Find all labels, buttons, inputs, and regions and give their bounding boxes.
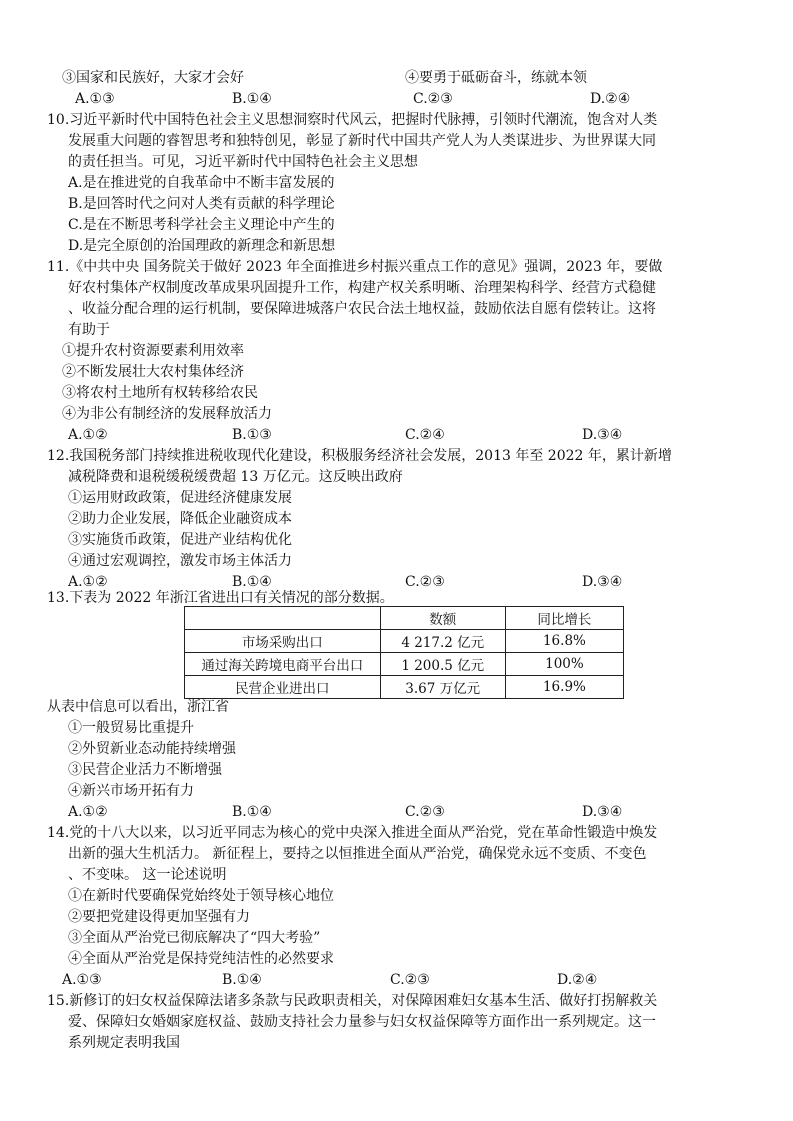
q12-answer-a: A.①② — [68, 574, 108, 590]
q10-choice-d: D.是完全原创的治国理政的新理念和新思想 — [68, 238, 336, 254]
q12-stem-line-1: 12.我国税务部门持续推进税收现代化建设，积极服务经济社会发展，2013 年至 2022 年，累计新增 — [47, 448, 672, 464]
q9-answer-c: C.②③ — [413, 91, 453, 107]
q11-item-2: ②不断发展壮大农村集体经济 — [62, 364, 244, 380]
table-cell: 市场采购出口 — [185, 630, 381, 653]
q11-item-3: ③将农村土地所有权转移给农民 — [62, 385, 258, 401]
q13-stem: 从表中信息可以看出，浙江省 — [47, 699, 229, 715]
q10-stem-line-1: 10.习近平新时代中国特色社会主义思想洞察时代风云，把握时代脉搏，引领时代潮流，饱含对人类 — [47, 112, 658, 128]
q13-item-3: ③民营企业活力不断增强 — [68, 762, 222, 778]
q12-item-3: ③实施货币政策，促进产业结构优化 — [68, 532, 292, 548]
q11-answer-a: A.①② — [68, 427, 108, 443]
q13-answer-a: A.①② — [68, 804, 108, 820]
q11-item-4: ④为非公有制经济的发展释放活力 — [62, 406, 272, 422]
q11-answer-c: C.②④ — [405, 427, 445, 443]
table-cell: 通过海关跨境电商平台出口 — [185, 653, 381, 676]
q14-answer-d: D.②④ — [557, 972, 598, 988]
q10-stem-line-2: 发展重大问题的睿智思考和独特创见，彰显了新时代中国共产党人为人类谋进步、为世界谋大同 — [68, 133, 656, 149]
table-header-cell — [185, 607, 381, 630]
table-header-cell: 同比增长 — [505, 607, 623, 630]
table-cell: 民营企业进出口 — [185, 676, 381, 699]
q12-answer-d: D.③④ — [582, 574, 623, 590]
q13-intro: 13.下表为 2022 年浙江省进出口有关情况的部分数据。 — [47, 590, 394, 606]
q15-stem-line-1: 15.新修订的妇女权益保障法诸多条款与民政职责相关，对保障困难妇女基本生活、做好打拐解救关 — [47, 993, 658, 1009]
q11-stem-line-2: 好农村集体产权制度改革成果巩固提升工作，构建产权关系明晰、治理架构科学、经营方式稳健 — [68, 280, 656, 296]
table-cell: 1 200.5 亿元 — [380, 653, 505, 676]
table-row — [185, 653, 624, 676]
q13-item-2: ②外贸新业态动能持续增强 — [68, 741, 236, 757]
q12-answer-b: B.①④ — [232, 574, 272, 590]
table-cell: 100% — [505, 653, 623, 676]
q11-answer-d: D.③④ — [582, 427, 623, 443]
q12-item-1: ①运用财政政策，促进经济健康发展 — [68, 490, 292, 506]
q12-item-2: ②助力企业发展，降低企业融资成本 — [68, 511, 292, 527]
q14-item-3: ③全面从严治党已彻底解决了“四大考验” — [68, 930, 321, 946]
table-header-row — [185, 607, 624, 630]
q11-answer-b: B.①③ — [232, 427, 272, 443]
q13-item-4: ④新兴市场开拓有力 — [68, 783, 194, 799]
q14-item-1: ①在新时代要确保党始终处于领导核心地位 — [68, 888, 334, 904]
q13-answer-d: D.③④ — [582, 804, 623, 820]
q13-data-table — [184, 606, 624, 699]
q9-answer-d: D.②④ — [590, 91, 631, 107]
q9-answer-a: A.①③ — [75, 91, 115, 107]
table-cell: 3.67 万亿元 — [380, 676, 505, 699]
q14-stem-line-1: 14.党的十八大以来，以习近平同志为核心的党中央深入推进全面从严治党，党在革命性锻造中焕发 — [47, 825, 658, 841]
q12-stem-line-2: 减税降费和退税缓税缓费超 13 万亿元。这反映出政府 — [68, 469, 403, 485]
q13-answer-b: B.①④ — [232, 804, 272, 820]
q11-stem-line-3: 、收益分配合理的运行机制，要保障进城落户农民合法土地权益，鼓励依法自愿有偿转让。这将 — [68, 301, 656, 317]
q15-stem-line-3: 系列规定表明我国 — [68, 1035, 180, 1051]
q11-stem-line-1: 11.《中共中央 国务院关于做好 2023 年全面推进乡村振兴重点工作的意见》强调，2023 年，要做 — [47, 259, 663, 275]
table-row — [185, 676, 624, 699]
q12-answer-c: C.②③ — [405, 574, 445, 590]
table-header-cell: 数额 — [380, 607, 505, 630]
table-row — [185, 630, 624, 653]
q13-answer-c: C.②③ — [405, 804, 445, 820]
q14-stem-line-3: 、不变味。 这一论述说明 — [68, 867, 227, 883]
table-cell: 16.8% — [505, 630, 623, 653]
q14-stem-line-2: 出新的强大生机活力。 新征程上，要持之以恒推进全面从严治党，确保党永远不变质、不变色 — [68, 846, 647, 862]
q10-choice-c: C.是在不断思考科学社会主义理论中产生的 — [68, 217, 335, 233]
q14-answer-c: C.②③ — [390, 972, 430, 988]
q14-item-2: ②要把党建设得更加坚强有力 — [68, 909, 250, 925]
q9-option-4: ④要勇于砥砺奋斗，练就本领 — [405, 70, 587, 86]
q14-item-4: ④全面从严治党是保持党纯洁性的必然要求 — [68, 951, 334, 967]
q13-item-1: ①一般贸易比重提升 — [68, 720, 194, 736]
q11-stem-line-4: 有助于 — [68, 322, 110, 338]
q12-item-4: ④通过宏观调控，激发市场主体活力 — [68, 553, 292, 569]
table-cell: 16.9% — [505, 676, 623, 699]
q10-choice-a: A.是在推进党的自我革命中不断丰富发展的 — [68, 175, 335, 191]
q10-stem-line-3: 的责任担当。可见，习近平新时代中国特色社会主义思想 — [68, 154, 418, 170]
q15-stem-line-2: 爱、保障妇女婚姻家庭权益、鼓励支持社会力量参与妇女权益保障等方面作出一系列规定。这一 — [68, 1014, 656, 1030]
table-cell: 4 217.2 亿元 — [380, 630, 505, 653]
q11-item-1: ①提升农村资源要素利用效率 — [62, 343, 244, 359]
q14-answer-a: A.①③ — [62, 972, 102, 988]
q14-answer-b: B.①④ — [222, 972, 262, 988]
q9-option-3: ③国家和民族好，大家才会好 — [62, 70, 244, 86]
q9-answer-b: B.①④ — [232, 91, 272, 107]
q10-choice-b: B.是回答时代之问对人类有贡献的科学理论 — [68, 196, 335, 212]
